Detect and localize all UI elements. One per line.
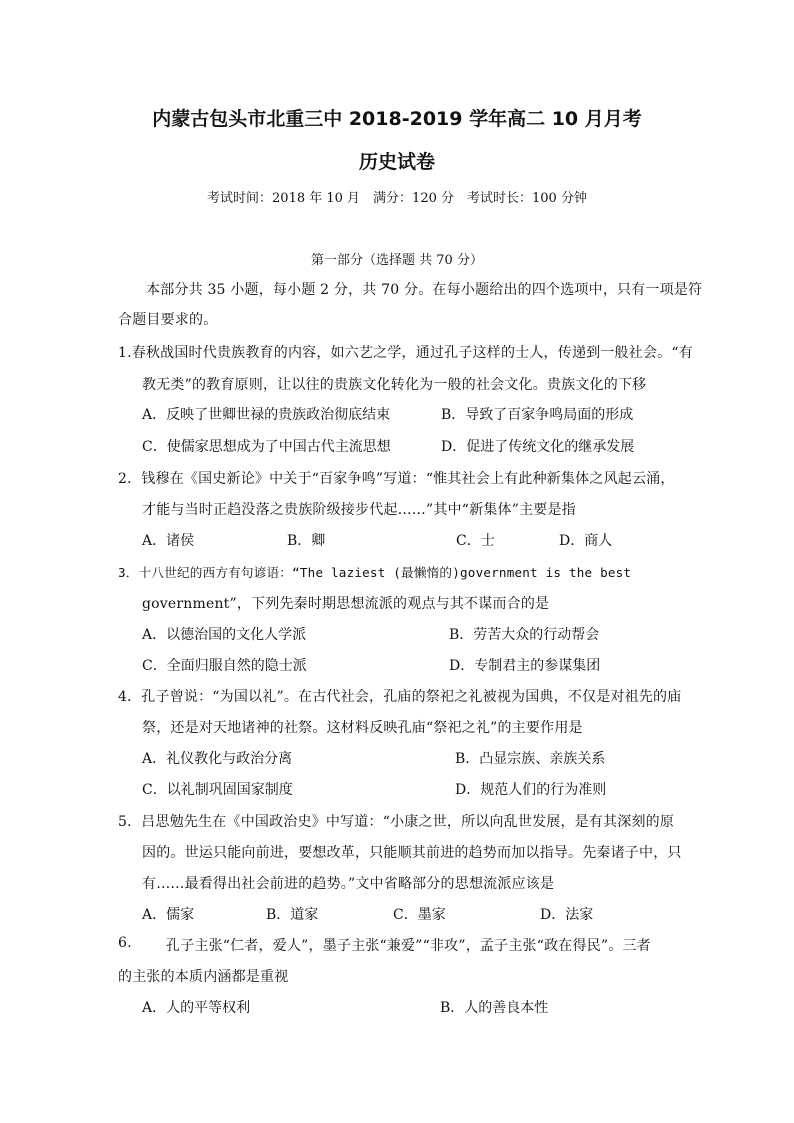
option-d[interactable]: D．规范人们的行为准则	[455, 782, 607, 798]
option-c[interactable]: C．全面归服自然的隐士派	[142, 658, 307, 674]
question-stem-line: 的主张的本质内涵都是重视	[118, 969, 289, 985]
option-d[interactable]: D．促进了传统文化的继承发展	[441, 439, 635, 455]
exam-info: 考试时间：2018 年 10 月 满分：120 分 考试时长：100 分钟	[207, 191, 587, 206]
option-b[interactable]: B．劳苦大众的行动帮会	[449, 627, 600, 643]
question-stem-line: 才能与当时正趋没落之贵族阶级接步代起……”其中“新集体”主要是指	[142, 502, 576, 518]
option-a[interactable]: A．礼仪教化与政治分离	[142, 751, 293, 767]
option-a[interactable]: A．诸侯	[142, 533, 195, 549]
option-a[interactable]: A．以德治国的文化人学派	[142, 627, 307, 643]
option-b[interactable]: B．道家	[266, 907, 319, 923]
question-number: 6.	[118, 935, 132, 951]
option-b[interactable]: B．凸显宗族、亲族关系	[455, 751, 606, 767]
question-stem-line: 2．钱穆在《国史新论》中关于“百家争鸣”写道：“惟其社会上有此种新集体之风起云涌，	[118, 471, 675, 487]
option-c[interactable]: C．墨家	[393, 907, 446, 923]
section-instruction-line1: 本部分共 35 小题，每小题 2 分，共 70 分。在每小题给出的四个选项中，只有一项是符	[146, 282, 703, 298]
exam-subtitle: 历史试卷	[358, 151, 435, 173]
option-b[interactable]: B．导致了百家争鸣局面的形成	[441, 407, 634, 423]
option-c[interactable]: C．士	[456, 533, 495, 549]
question-stem-line: 有……最看得出社会前进的趋势。”文中省略部分的思想流派应该是	[142, 876, 555, 892]
question-stem-line: government”，下列先秦时期思想流派的观点与其不谋而合的是	[142, 596, 550, 612]
option-c[interactable]: C．以礼制巩固国家制度	[142, 782, 293, 798]
option-c[interactable]: C．使儒家思想成为了中国古代主流思想	[142, 439, 391, 455]
option-a[interactable]: A．人的平等权利	[142, 1000, 251, 1016]
question-stem-line: 教无类”的教育原则，让以往的贵族文化转化为一般的社会文化。贵族文化的下移	[142, 377, 647, 393]
exam-title: 内蒙古包头市北重三中 2018-2019 学年高二 10 月月考	[152, 108, 642, 130]
question-stem-line: 4．孔子曾说：“为国以礼”。在古代社会，孔庙的祭祀之礼被视为国典，不仅是对祖先的庙	[118, 689, 682, 705]
option-a[interactable]: A．儒家	[142, 907, 195, 923]
question-stem-line: 因的。世运只能向前进，要想改革，只能顺其前进的趋势而加以指导。先秦诸子中，只	[142, 845, 682, 861]
question-stem-line: 孔子主张“仁者，爱人”，墨子主张“兼爱”“非攻”，孟子主张“政在得民”。三者	[166, 938, 651, 954]
question-stem-line: 5．吕思勉先生在《中国政治史》中写道：“小康之世，所以向乱世发展，是有其深刻的原	[118, 814, 675, 830]
option-b[interactable]: B．卿	[287, 533, 326, 549]
option-d[interactable]: D．专制君主的参谋集团	[449, 658, 601, 674]
option-d[interactable]: D．法家	[540, 907, 594, 923]
section-title: 第一部分（选择题 共 70 分）	[311, 253, 483, 268]
section-instruction-line2: 合题目要求的。	[118, 312, 218, 328]
option-a[interactable]: A．反映了世卿世禄的贵族政治彻底结束	[142, 407, 391, 423]
question-stem-line: 3．十八世纪的西方有句谚语：“The laziest (最懒惰的)government is the best	[118, 565, 632, 580]
option-d[interactable]: D．商人	[559, 533, 613, 549]
question-stem-line: 祭，还是对天地诸神的社祭。这材料反映孔庙“祭祀之礼”的主要作用是	[142, 720, 583, 736]
question-stem-line: 1.春秋战国时代贵族教育的内容，如六艺之学，通过孔子这样的士人，传递到一般社会。“有	[118, 345, 693, 361]
option-b[interactable]: B．人的善良本性	[440, 1000, 549, 1016]
